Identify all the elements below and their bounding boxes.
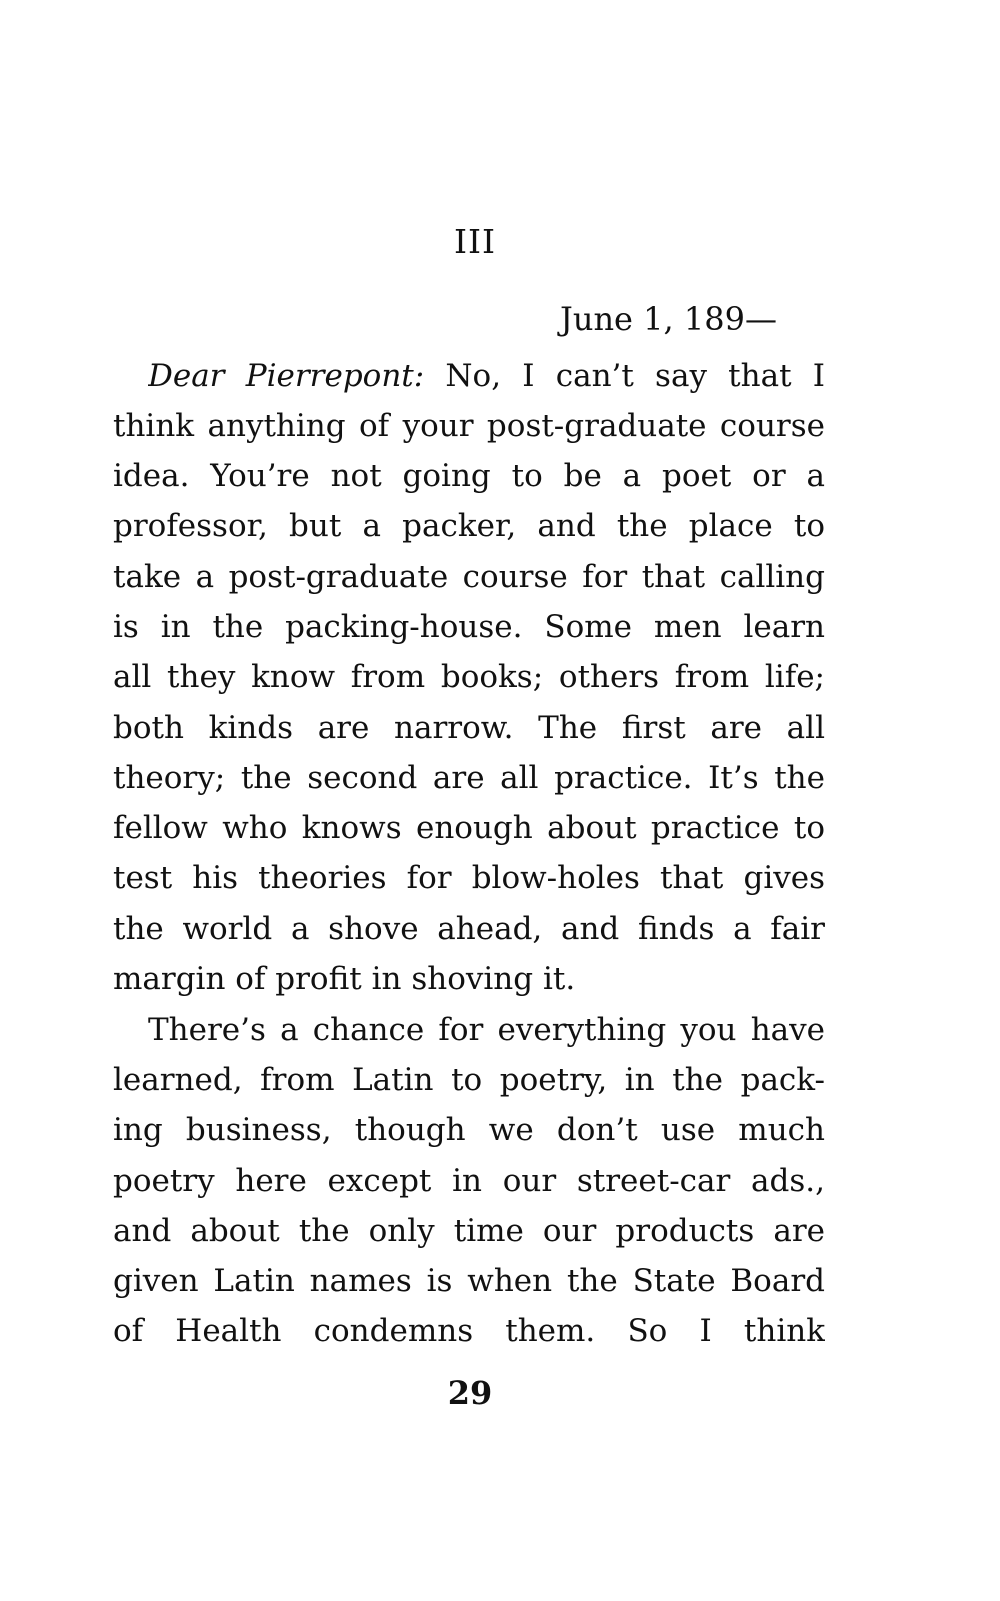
text-line: idea. You’re not going to be a poet or a [113, 458, 825, 494]
text-line: fellow who knows enough about practice to [113, 810, 825, 846]
text-line-content: No, I can’t say that I [424, 358, 825, 394]
text-line: is in the packing-house. Some men learn [113, 609, 825, 645]
text-line: and about the only time our products are [113, 1213, 825, 1249]
text-line: test his theories for blow-holes that gives [113, 860, 825, 896]
text-line: There’s a chance for everything you have [148, 1012, 825, 1048]
chapter-heading: III [453, 222, 497, 261]
text-line: the world a shove ahead, and finds a fair [113, 911, 825, 947]
text-line: both kinds are narrow. The first are all [113, 710, 825, 746]
text-line: take a post-graduate course for that calling [113, 559, 825, 595]
text-line [148, 356, 825, 396]
text-line: ing business, though we don’t use much [113, 1112, 825, 1148]
page-number: 29 [447, 1374, 493, 1412]
text-line: margin of profit in shoving it. [113, 961, 576, 997]
text-line: think anything of your post-graduate course [113, 408, 825, 444]
text-line: professor, but a packer, and the place to [113, 508, 825, 544]
text-line: all they know from books; others from life; [113, 659, 825, 695]
text-line: poetry here except in our street-car ads., [113, 1163, 825, 1199]
text-line: of Health condemns them. So I think [113, 1313, 825, 1349]
letter-date: June 1, 189— [560, 300, 777, 338]
text-line: learned, from Latin to poetry, in the pack- [113, 1062, 825, 1098]
salutation: Dear Pierrepont: [148, 358, 425, 394]
text-line: theory; the second are all practice. It’s the [113, 760, 825, 796]
text-line: given Latin names is when the State Board [113, 1263, 825, 1299]
